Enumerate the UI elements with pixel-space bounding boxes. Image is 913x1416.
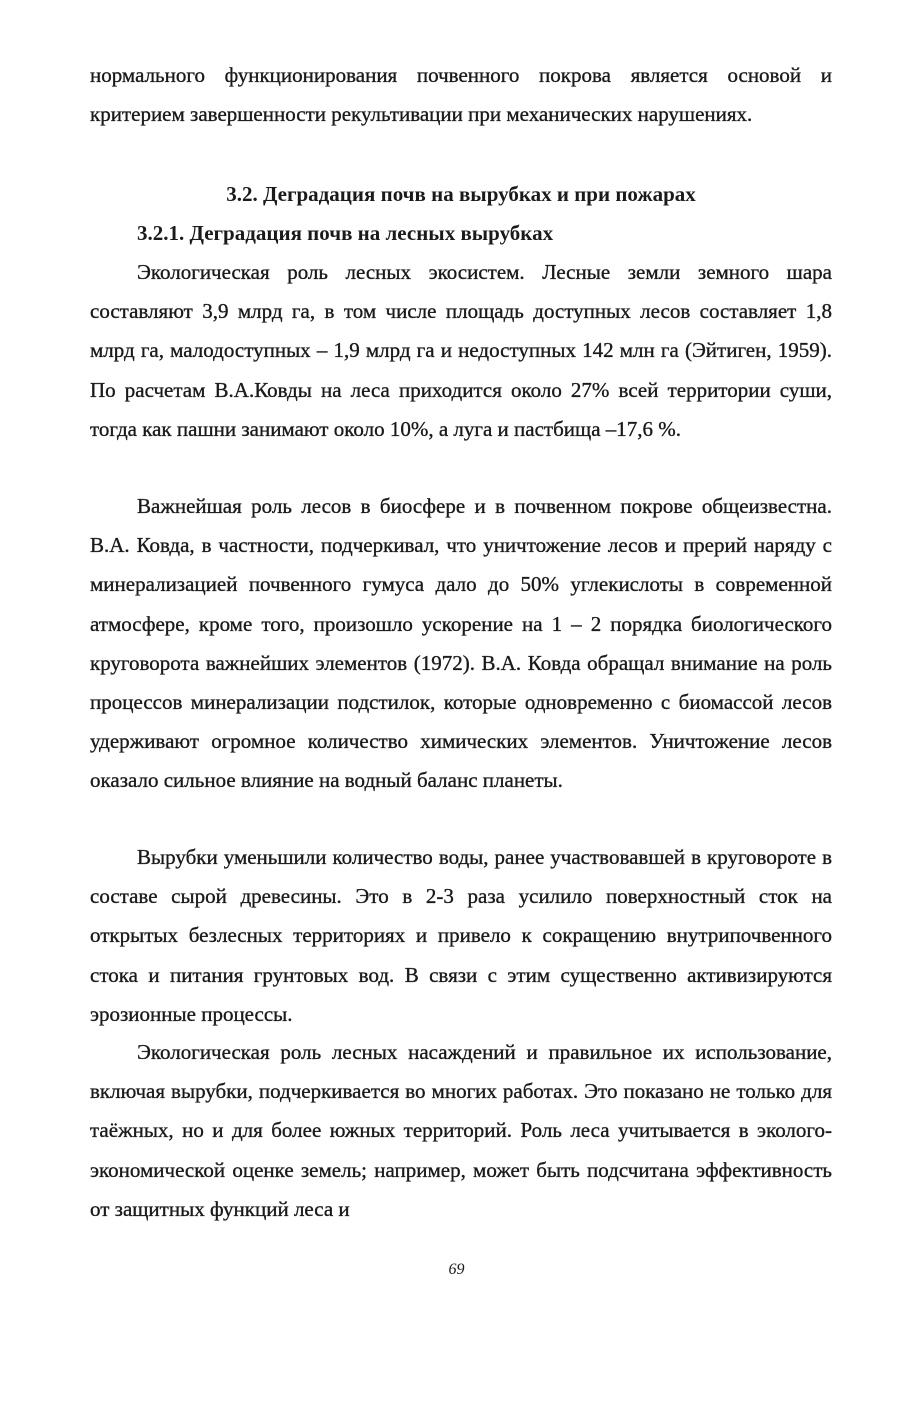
subsection-heading: 3.2.1. Деградация почв на лесных вырубках: [137, 221, 554, 245]
paragraph-logging-water: Вырубки уменьшили количество воды, ранее участвовавшей в круговороте в составе сырой древесины. Это в 2-3 раза усилило поверхностный сток на открытых безлесных территориях и привело к сокращению внутрипочвенного стока и питания грунтовых вод. В связи с этим существенно активизируются эрозионные процессы.: [90, 845, 832, 1026]
page-number: 69: [448, 1261, 465, 1278]
intro-paragraph: нормального функционирования почвенного покрова является основой и критерием завершенности рекультивации при механических нарушениях.: [90, 63, 832, 127]
paragraph-ecological-role: Экологическая роль лесных насаждений и правильное их использование, включая вырубки, подчеркивается во многих работах. Это показано не только для таёжных, но и для более южных территорий. Роль леса учитывается в эколого-экономической оценке земель; например, может быть подсчитана эффективность от защитных функций леса и: [90, 1040, 832, 1221]
paragraph-role-of-forests: Важнейшая роль лесов в биосфере и в почвенном покрове общеизвестна. В.А. Ковда, в частности, подчеркивал, что уничтожение лесов и прерий наряду с минерализацией почвенного гумуса дало до 50% углекислоты в современной атмосфере, кроме того, произошло ускорение на 1 – 2 порядка биологического круговорота важнейших элементов (1972). В.А. Ковда обращал внимание на роль процессов минерализации подстилок, которые одновременно с биомассой лесов удерживают огромное количество химических элементов. Уничтожение лесов оказало сильное влияние на водный баланс планеты.: [90, 494, 832, 793]
section-heading: 3.2. Деградация почв на вырубках и при пожарах: [226, 182, 696, 206]
paragraph-forest-ecosystems: Экологическая роль лесных экосистем. Лесные земли земного шара составляют 3,9 млрд га, в том числе площадь доступных лесов составляет 1,8 млрд га, малодоступных – 1,9 млрд га и недоступных 142 млн га (Эйтиген, 1959). По расчетам В.А.Ковды на леса приходится около 27% всей территории суши, тогда как пашни занимают около 10%, а луга и пастбища –17,6 %.: [90, 260, 832, 441]
